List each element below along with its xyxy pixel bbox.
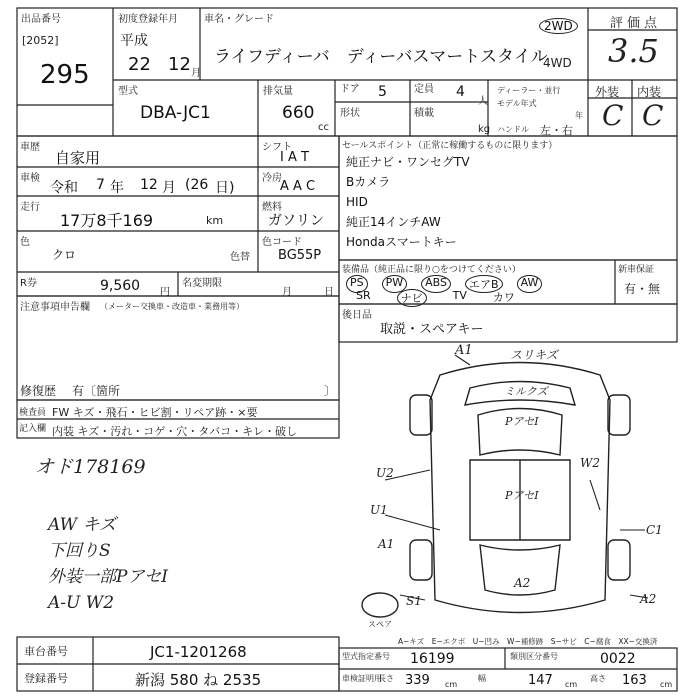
inspect-era: 令和 [50, 180, 78, 196]
load-unit: kg [478, 124, 491, 135]
width-label: 幅 [478, 674, 486, 683]
type-cert-value: 16199 [410, 651, 455, 667]
color-code-value: BG55P [278, 248, 322, 263]
type-cert-label: 型式指定番号 [342, 652, 390, 661]
sales-point: 純正ナビ・ワンセグTV [346, 155, 470, 169]
equipment-label: 装備品（純正品に限り○をつけてください） [342, 265, 521, 275]
model-year-label: モデル年式 [497, 99, 537, 108]
equip-abs: ABS [421, 275, 451, 293]
dealer-label: ディーラー・並行 [497, 86, 561, 95]
mark-u2: U2 [376, 466, 394, 480]
exterior-label: 外装 [595, 85, 620, 99]
rear-seat-value: 取説・スペアキー [380, 322, 484, 337]
spare-label: スペア [368, 620, 392, 629]
disp-value: 660 [282, 103, 315, 123]
mark-c1: C1 [646, 523, 663, 537]
width-value: 147 [528, 673, 553, 688]
mark-a2-rear: A2 [514, 576, 531, 590]
reg-year: 22 [128, 54, 151, 75]
doors-value: 5 [378, 84, 387, 100]
sales-point: Bカメラ [346, 175, 391, 189]
mark-scratch-top: スリキズ [510, 348, 558, 362]
note-line: 外装一部PアセI [48, 567, 168, 587]
height-unit: cm [660, 680, 673, 689]
fuel-value: ガソリン [268, 213, 324, 229]
shift-label: シフト [262, 142, 292, 153]
sales-list [346, 152, 470, 252]
dim-label: 車検証明用 [342, 674, 382, 683]
history-label: 車歴 [20, 142, 40, 153]
score-value: 3.5 [608, 32, 659, 70]
class-value: 0022 [600, 651, 636, 667]
height-value: 163 [622, 673, 647, 688]
reg-month-unit: 月 [191, 68, 201, 79]
note-line: 下回りS [48, 541, 111, 561]
shape-label: 形状 [340, 108, 360, 119]
load-label: 積載 [414, 108, 434, 119]
name-change-day: 日 [324, 287, 334, 298]
reg-era: 平成 [120, 33, 148, 49]
history-value: 自家用 [55, 149, 101, 167]
type-value: DBA-JC1 [140, 103, 211, 123]
class-label: 類別区分番号 [510, 652, 558, 661]
tax-value: 9,560 [100, 278, 141, 294]
inspect-month-unit: 月 [162, 180, 176, 196]
mark-s1: S1 [406, 594, 422, 608]
reg-label: 初度登録年月 [118, 14, 178, 25]
inspect-day-unit: 日) [215, 180, 235, 196]
name-label: 車名・グレード [204, 14, 274, 25]
lot-label: 出品番号 [21, 14, 61, 25]
length-label: 長さ [378, 674, 394, 683]
rear-seat-label: 後日品 [342, 310, 372, 321]
equip-airbag: エアB [465, 275, 503, 293]
inspector-label-2: 記入欄 [19, 424, 47, 434]
note-line: AW キズ [48, 515, 117, 535]
mark-a1-side: A1 [378, 537, 395, 551]
year-unit: 年 [575, 111, 583, 120]
disp-unit: cc [318, 122, 329, 133]
repair-label: 修復歴 [20, 384, 57, 398]
mileage-label: 走行 [20, 202, 40, 213]
exterior-grade: C [602, 99, 624, 132]
notes-label: 注意事項申告欄 [20, 302, 90, 313]
equipment-row-2 [356, 289, 515, 307]
odometer-note: オド178169 [35, 456, 146, 478]
notes-sub: （メーター交換車・改造車・業務用等） [100, 302, 244, 311]
ac-label: 冷房 [262, 173, 282, 184]
new-car-value: 有・無 [624, 282, 661, 296]
color-label: 色 [20, 237, 30, 248]
mark-w2: W2 [580, 456, 600, 470]
reg-month: 12 [168, 54, 191, 75]
note-line: A-U W2 [48, 593, 115, 613]
drive-2wd: 2WD [539, 18, 578, 34]
length-unit: cm [445, 680, 458, 689]
mark-u1: U1 [370, 503, 388, 517]
ac-value: A A C [280, 179, 316, 194]
tax-unit: 円 [160, 287, 170, 298]
handle-label: ハンドル [497, 125, 529, 134]
mileage-value: 17万8千169 [60, 211, 154, 230]
equip-tv: TV [452, 289, 467, 302]
name-change-label: 名変期限 [182, 278, 222, 289]
inspector-label-1: 検査員 [19, 408, 47, 418]
inspector-fw-row: FW キズ・飛石・ヒビ割・リペア跡・×要 [52, 406, 258, 419]
new-car-label: 新車保証 [618, 265, 655, 275]
plate-label: 登録番号 [24, 672, 68, 685]
name-change-month: 月 [282, 287, 292, 298]
chassis-label: 車台番号 [24, 645, 68, 658]
sales-point: HID [346, 195, 368, 209]
lot-sub: [2052] [22, 34, 59, 47]
score-label: 評価点 [610, 16, 662, 31]
repair-value: 有〔箇所 [72, 384, 121, 398]
color-value: クロ [52, 248, 77, 262]
type-label: 型式 [118, 86, 138, 97]
interior-label: 内装 [637, 85, 662, 99]
sales-label: セールスポイント（正常に稼働するものに限ります） [342, 141, 558, 151]
inspector-interior-row: 内装 キズ・汚れ・コゲ・穴・タバコ・キレ・破し [52, 425, 298, 438]
equip-aw: AW [517, 275, 543, 293]
interior-grade: C [642, 99, 664, 132]
mileage-unit: km [206, 214, 224, 227]
inspect-month: 12 [140, 177, 158, 193]
equip-pw: PW [382, 275, 408, 293]
equip-ps: PS [346, 275, 368, 293]
lot-number: 295 [40, 60, 90, 90]
chassis-value: JC1-1201268 [150, 643, 247, 661]
fuel-label: 燃料 [262, 202, 282, 213]
mark-a1-top: A1 [455, 343, 473, 358]
equip-sr: SR [356, 289, 371, 302]
height-label: 高さ [590, 674, 606, 683]
handwritten-notes [48, 512, 168, 616]
seats-value: 4 [456, 84, 465, 100]
inspect-day: (26 [185, 177, 209, 193]
color-change-label: 色替 [230, 252, 250, 263]
sales-point: 純正14インチAW [346, 215, 441, 229]
seats-label: 定員 [414, 84, 434, 95]
mark-a2-corner: A2 [640, 592, 657, 606]
damage-legend: A−キズ E−エクボ U−凹み W−補修跡 S−サビ C−腐食 XX−交換済 [398, 637, 658, 646]
mark-roof: ミルクズ [504, 385, 548, 398]
color-code-label: 色コード [262, 237, 302, 248]
handle-value: 左・右 [540, 124, 573, 137]
equip-leather: カワ [492, 291, 515, 304]
length-value: 339 [405, 673, 430, 688]
inspect-label: 車検 [20, 173, 40, 184]
sales-point: Hondaスマートキー [346, 235, 457, 249]
car-name: ライフディーバ ディーバスマートスタイル [214, 47, 548, 67]
inspect-year: 7 [96, 177, 105, 193]
equip-navi: ナビ [397, 289, 427, 307]
repair-close: 〕 [324, 384, 337, 398]
seats-unit: 人 [478, 96, 488, 107]
inspect-year-unit: 年 [110, 180, 124, 196]
plate-value: 新潟 580 ね 2535 [135, 671, 262, 689]
disp-label: 排気量 [263, 86, 293, 97]
mark-paint-1: PアセI [505, 415, 539, 428]
shift-value: I A T [280, 150, 309, 165]
width-unit: cm [565, 680, 578, 689]
mark-paint-2: PアセI [505, 489, 539, 502]
doors-label: ドア [340, 84, 360, 95]
drive-4wd: 4WD [543, 56, 572, 70]
tax-label: R券 [20, 278, 37, 289]
